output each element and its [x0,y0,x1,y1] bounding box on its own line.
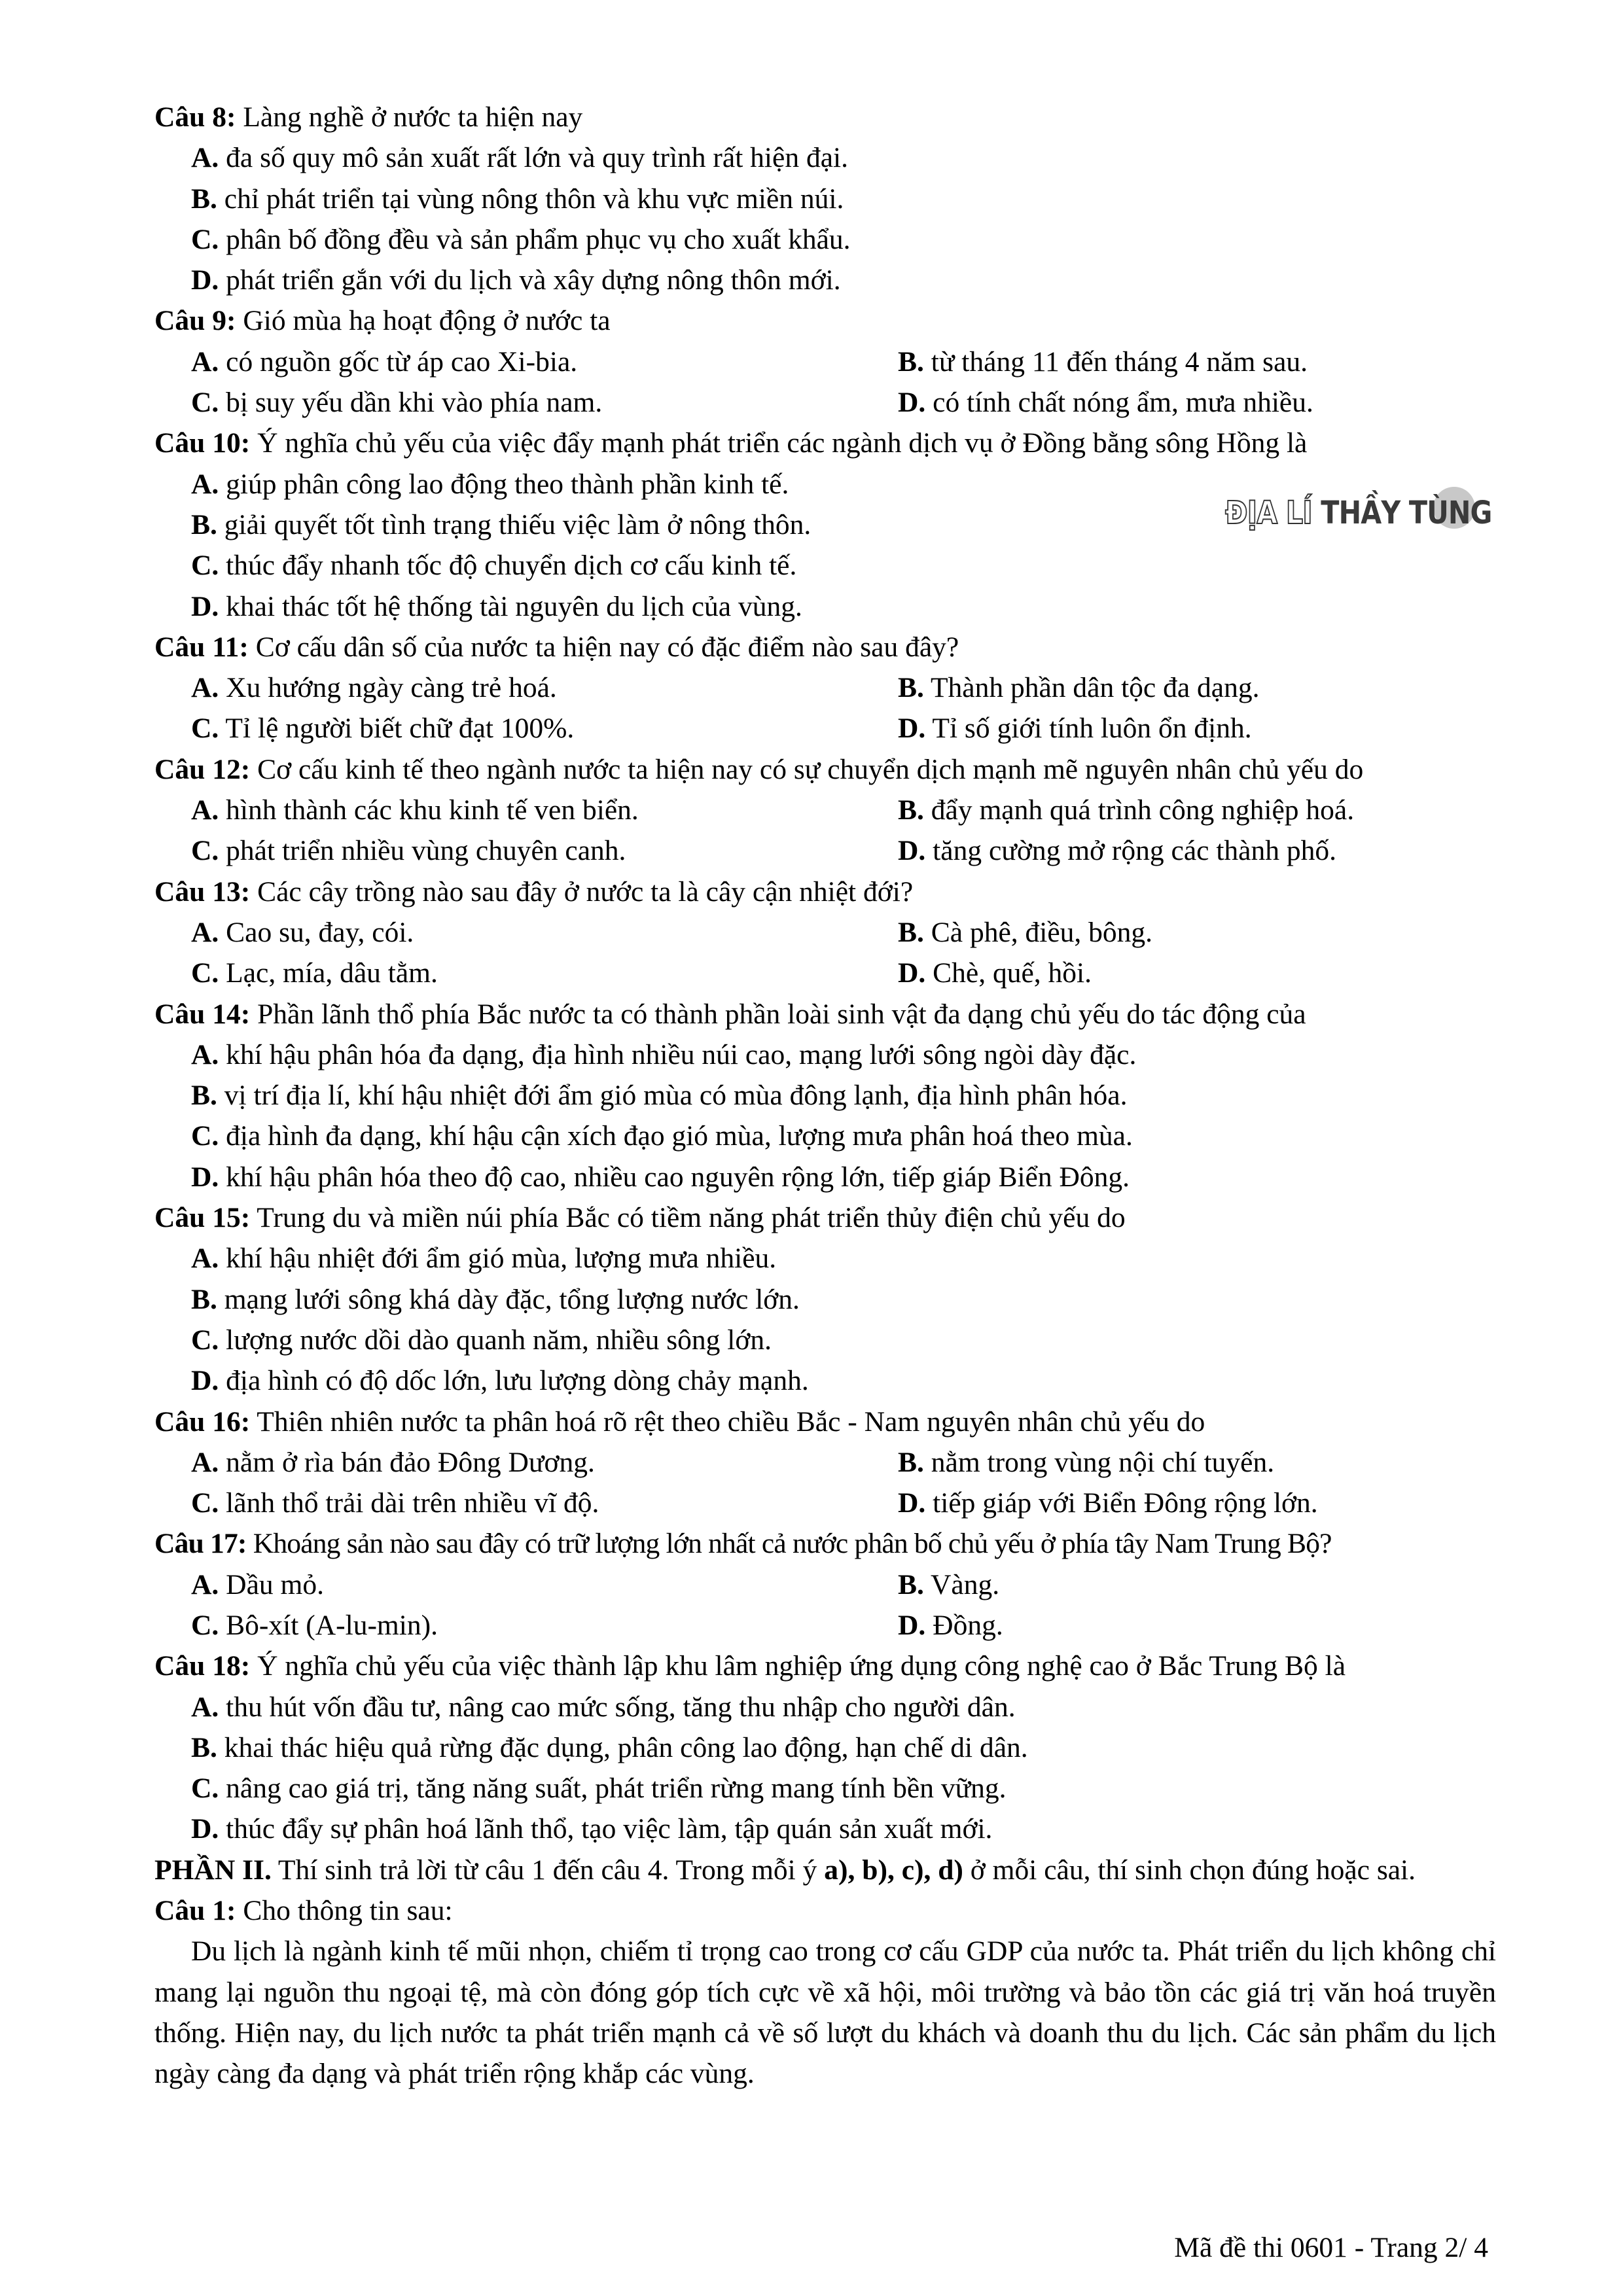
answer-option [154,953,861,993]
question-header [154,300,1496,341]
question-label: Câu 10: [154,427,251,459]
option-letter: C. [191,1773,219,1805]
option-letter: A. [191,916,219,948]
option-letter: B. [191,1080,217,1112]
option-text: phát triển nhiều vùng chuyên canh. [219,835,626,867]
option-letter: D. [191,264,219,296]
option-letter: B. [898,672,924,704]
option-text: Bô-xít (A-lu-min). [219,1609,438,1641]
question-header [154,423,1496,463]
watermark-part1: ĐỊA LÍ [1225,495,1312,531]
answer-option [861,830,1568,871]
option-letter: C. [191,223,219,255]
answer-option [154,1809,1496,1849]
question-label: Câu 14: [154,998,251,1030]
option-text: bị suy yếu dần khi vào phía nam. [219,387,603,419]
question-text: Ý nghĩa chủ yếu của việc thành lập khu lâm nghiệp ứng dụng công nghệ cao ở Bắc Trung Bộ là [250,1650,1346,1682]
part-two-text-before: Thí sinh trả lời từ câu 1 đến câu 4. Trong mỗi ý [271,1854,825,1886]
question-text: Ý nghĩa chủ yếu của việc đẩy mạnh phát triển các ngành dịch vụ ở Đồng bằng sông Hồng là [250,427,1308,459]
option-letter: C. [191,713,219,745]
option-row [154,382,1496,423]
answer-option [154,1360,1496,1401]
question-label: Câu 16: [154,1405,251,1438]
question-label: Câu 9: [154,305,236,337]
question-label: Câu 12: [154,753,251,785]
answer-option [154,1605,861,1646]
question-header [154,749,1496,790]
answer-option [154,667,861,708]
answer-option [154,1727,1496,1768]
question-text: Cơ cấu dân số của nước ta hiện nay có đặc điểm nào sau đây? [248,631,959,663]
option-row [154,667,1496,708]
option-text: Xu hướng ngày càng trẻ hoá. [219,672,557,704]
answer-option [154,708,861,749]
answer-option [154,586,1496,627]
option-text: thúc đẩy nhanh tốc độ chuyển dịch cơ cấu kinh tế. [219,550,797,582]
option-letter: D. [191,590,219,622]
option-letter: B. [898,1446,924,1478]
option-text: Cao su, đay, cói. [219,916,414,948]
question-text: Làng nghề ở nước ta hiện nay [236,101,583,133]
answer-option [154,1687,1496,1727]
option-letter: C. [191,1120,219,1152]
option-text: Lạc, mía, dâu tằm. [219,957,438,989]
answer-option [154,1034,1496,1075]
watermark-part2: THẦY TÙNG [1321,495,1492,531]
option-text: đẩy mạnh quá trình công nghiệp hoá. [923,794,1355,826]
option-row [154,1483,1496,1523]
option-text: nằm ở rìa bán đảo Đông Dương. [219,1446,595,1478]
option-letter: B. [191,508,217,540]
question-label: Câu 15: [154,1202,251,1234]
option-text: chỉ phát triển tại vùng nông thôn và khu vực miền núi. [217,183,844,215]
question-text: Phần lãnh thổ phía Bắc nước ta có thành phần loài sinh vật đa dạng chủ yếu do tác động của [250,998,1306,1030]
question-header [154,1197,1496,1238]
option-letter: A. [191,142,219,174]
question-text: Gió mùa hạ hoạt động ở nước ta [236,305,611,337]
option-row [154,1605,1496,1646]
option-text: địa hình có độ dốc lớn, lưu lượng dòng chảy mạnh. [219,1365,809,1397]
answer-option [861,667,1568,708]
option-letter: D. [898,387,926,419]
part-two-text-after: ở mỗi câu, thí sinh chọn đúng hoặc sai. [963,1854,1416,1886]
question-label: Câu 17: [154,1528,247,1560]
option-text: khí hậu nhiệt đới ẩm gió mùa, lượng mưa nhiều. [219,1243,777,1275]
question-text: Cơ cấu kinh tế theo ngành nước ta hiện nay có sự chuyển dịch mạnh mẽ nguyên nhân chủ yếu do [250,753,1364,785]
option-letter: D. [898,713,926,745]
question-header [154,1402,1496,1442]
watermark-text [1225,495,1492,531]
option-letter: C. [191,1609,219,1641]
option-letter: A. [191,468,219,500]
option-text: vị trí địa lí, khí hậu nhiệt đới ẩm gió mùa có mùa đông lạnh, địa hình phân hóa. [217,1080,1128,1112]
answer-option [154,1157,1496,1197]
option-letter: A. [191,1568,219,1600]
answer-option [154,1483,861,1523]
option-letter: D. [191,1365,219,1397]
option-letter: A. [191,345,219,378]
question-header [154,1646,1496,1686]
watermark-logo [1225,492,1492,551]
answer-option [154,137,1496,178]
option-text: khai thác tốt hệ thống tài nguyên du lịch của vùng. [219,590,802,622]
option-letter: D. [898,1487,926,1519]
option-text: nâng cao giá trị, tăng năng suất, phát triển rừng mang tính bền vững. [219,1773,1007,1805]
option-letter: B. [191,1731,217,1763]
option-letter: B. [898,794,924,826]
option-text: đa số quy mô sản xuất rất lớn và quy trình rất hiện đại. [219,142,848,174]
option-letter: B. [191,1283,217,1315]
page-footer: Mã đề thi 0601 - Trang 2/ 4 [1174,2232,1488,2263]
answer-option [154,912,861,953]
question-list [154,97,1496,1850]
option-text: Tỉ lệ người biết chữ đạt 100%. [219,713,575,745]
question-text: Thiên nhiên nước ta phân hoá rõ rệt theo chiều Bắc - Nam nguyên nhân chủ yếu do [250,1405,1205,1438]
option-text: Tỉ số giới tính luôn ổn định. [925,713,1252,745]
question-text: Trung du và miền núi phía Bắc có tiềm năng phát triển thủy điện chủ yếu do [250,1202,1126,1234]
answer-option [154,382,861,423]
part-two-question-1 [154,1890,1496,1931]
answer-option [154,830,861,871]
option-letter: D. [898,957,926,989]
option-row [154,1564,1496,1605]
option-text: Dầu mỏ. [219,1568,324,1600]
option-text: Cà phê, điều, bông. [923,916,1153,948]
option-row [154,1442,1496,1483]
answer-option [861,342,1568,382]
option-text: Chè, quế, hồi. [925,957,1092,989]
option-text: giúp phân công lao động theo thành phần kinh tế. [219,468,789,500]
answer-option [861,1442,1568,1483]
part-two-title: PHẦN II. [154,1854,272,1886]
question-passage: Du lịch là ngành kinh tế mũi nhọn, chiếm tỉ trọng cao trong cơ cấu GDP của nước ta. Phát triển du lịch không chỉ mang lại nguồn thu ngoại tệ, mà còn đóng góp tích cực về xã hội, môi trường và bảo tồn các giá trị văn hoá truyền thống. Hiện nay, du lịch nước ta phát triển mạnh cả về số lượt du khách và doanh thu du lịch. Các sản phẩm du lịch ngày càng đa dạng và phát triển rộng khắp các vùng. [154,1935,1496,2090]
option-text: có nguồn gốc từ áp cao Xi-bia. [219,345,578,378]
answer-option [154,1320,1496,1360]
part-two-instruction [154,1850,1496,1890]
answer-option [154,219,1496,260]
answer-option [861,1605,1568,1646]
option-row [154,953,1496,993]
option-letter: A. [191,672,219,704]
question-label: Câu 13: [154,875,251,908]
option-letter: C. [191,387,219,419]
question-label: Câu 1: [154,1895,236,1927]
answer-option [154,1279,1496,1320]
part-two-items: a), b), c), d) [824,1854,963,1886]
option-text: Thành phần dân tộc đa dạng. [923,672,1260,704]
option-text: phát triển gắn với du lịch và xây dựng nông thôn mới. [219,264,841,296]
answer-option [154,545,1496,586]
question-text: Các cây trồng nào sau đây ở nước ta là cây cận nhiệt đới? [250,875,914,908]
answer-option [861,912,1568,953]
option-text: có tính chất nóng ẩm, mưa nhiều. [925,387,1313,419]
option-letter: B. [898,1568,924,1600]
option-letter: D. [191,1161,219,1193]
question-header [154,872,1496,912]
answer-option [154,342,861,382]
option-letter: C. [191,957,219,989]
option-text: lãnh thổ trải dài trên nhiều vĩ độ. [219,1487,599,1519]
question-label: Câu 18: [154,1650,251,1682]
option-row [154,912,1496,953]
option-letter: C. [191,550,219,582]
answer-option [154,1442,861,1483]
option-letter: A. [191,794,219,826]
exam-content [154,97,1496,2094]
question-header [154,1523,1496,1564]
answer-option [154,1768,1496,1809]
option-letter: C. [191,835,219,867]
answer-option [861,953,1568,993]
option-text: khí hậu phân hóa theo độ cao, nhiều cao nguyên rộng lớn, tiếp giáp Biển Đông. [219,1161,1130,1193]
answer-option [154,790,861,830]
option-text: Vàng. [923,1568,1000,1600]
option-letter: B. [898,345,924,378]
option-text: địa hình đa dạng, khí hậu cận xích đạo gió mùa, lượng mưa phân hoá theo mùa. [219,1120,1133,1152]
question-text: Cho thông tin sau: [236,1895,453,1927]
option-letter: B. [191,183,217,215]
question-header [154,627,1496,667]
option-text: khai thác hiệu quả rừng đặc dụng, phân công lao động, hạn chế di dân. [217,1731,1028,1763]
option-text: tiếp giáp với Biển Đông rộng lớn. [925,1487,1318,1519]
option-letter: A. [191,1691,219,1723]
answer-option [154,1564,861,1605]
option-text: khí hậu phân hóa đa dạng, địa hình nhiều núi cao, mạng lưới sông ngòi dày đặc. [219,1038,1137,1070]
option-text: Đồng. [925,1609,1003,1641]
option-text: thu hút vốn đầu tư, nâng cao mức sống, tăng thu nhập cho người dân. [219,1691,1016,1723]
question-label: Câu 8: [154,101,236,133]
option-text: giải quyết tốt tình trạng thiếu việc làm ở nông thôn. [217,508,812,540]
option-row [154,342,1496,382]
option-text: từ tháng 11 đến tháng 4 năm sau. [923,345,1308,378]
question-header [154,97,1496,137]
answer-option [861,790,1568,830]
answer-option [154,1238,1496,1279]
option-letter: C. [191,1324,219,1356]
option-letter: A. [191,1038,219,1070]
option-row [154,708,1496,749]
option-letter: A. [191,1446,219,1478]
option-row [154,830,1496,871]
option-row [154,790,1496,830]
question-header [154,994,1496,1034]
answer-option [154,179,1496,219]
answer-option [154,260,1496,300]
option-text: nằm trong vùng nội chí tuyến. [923,1446,1275,1478]
answer-option [154,1116,1496,1156]
question-label: Câu 11: [154,631,249,663]
option-letter: D. [898,835,926,867]
option-letter: B. [898,916,924,948]
question-text: Khoáng sản nào sau đây có trữ lượng lớn nhất cả nước phân bố chủ yếu ở phía tây Nam Trung Bộ? [246,1528,1332,1560]
option-letter: D. [898,1609,926,1641]
option-text: mạng lưới sông khá dày đặc, tổng lượng nước lớn. [217,1283,800,1315]
option-text: thúc đẩy sự phân hoá lãnh thổ, tạo việc làm, tập quán sản xuất mới. [219,1813,993,1845]
answer-option [861,1483,1568,1523]
answer-option [154,1075,1496,1116]
option-text: tăng cường mở rộng các thành phố. [925,835,1336,867]
answer-option [861,708,1568,749]
option-letter: A. [191,1243,219,1275]
option-letter: C. [191,1487,219,1519]
option-text: hình thành các khu kinh tế ven biển. [219,794,639,826]
answer-option [861,382,1568,423]
option-text: lượng nước dồi dào quanh năm, nhiều sông lớn. [219,1324,772,1356]
option-letter: D. [191,1813,219,1845]
option-text: phân bố đồng đều và sản phẩm phục vụ cho xuất khẩu. [219,223,851,255]
answer-option [861,1564,1568,1605]
